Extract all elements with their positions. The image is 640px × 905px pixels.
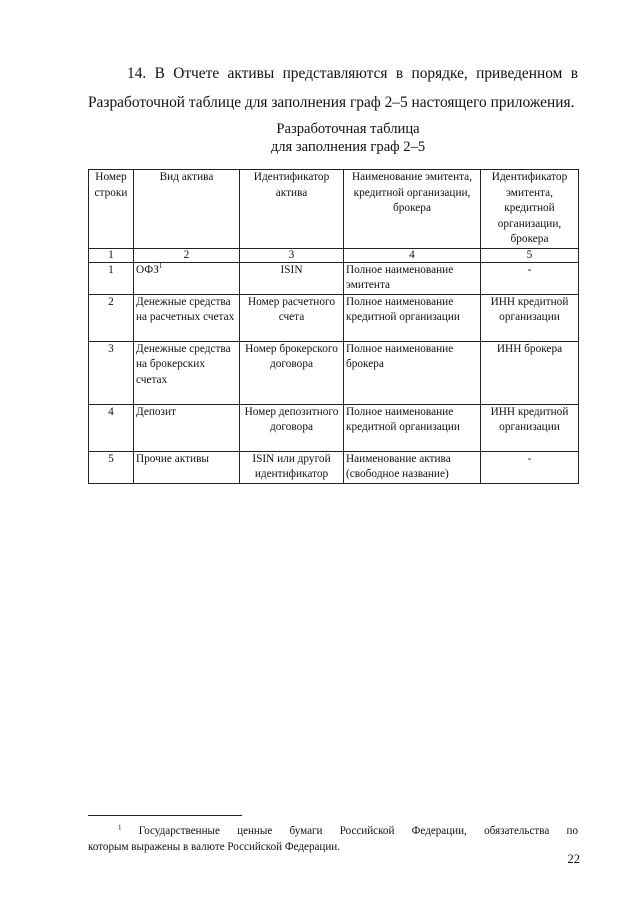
cell-issuer-identifier: ИНН кредитной организации bbox=[481, 404, 579, 451]
table-row bbox=[89, 404, 579, 451]
table-row bbox=[89, 451, 579, 483]
header-row-number: Номер строки bbox=[89, 170, 134, 249]
footnote-line-2: которым выражены в валюте Российской Федерации. bbox=[88, 841, 340, 853]
column-number: 1 bbox=[89, 248, 134, 262]
cell-row-number: 1 bbox=[89, 262, 134, 294]
footnote-separator bbox=[88, 815, 242, 816]
cell-asset-identifier: Номер расчетного счета bbox=[240, 294, 344, 341]
footnote-text-1: Государственные ценные бумаги Российской Федерации, обязательства по bbox=[138, 825, 578, 837]
cell-row-number: 5 bbox=[89, 451, 134, 483]
cell-asset-identifier: ISIN или другой идентификатор bbox=[240, 451, 344, 483]
header-issuer-identifier: Идентификатор эмитента, кредитной организации, брокера bbox=[481, 170, 579, 249]
cell-row-number: 2 bbox=[89, 294, 134, 341]
footnote-reference: 1 bbox=[158, 261, 163, 270]
cell-row-number: 3 bbox=[89, 341, 134, 404]
column-number: 4 bbox=[344, 248, 481, 262]
footnote-line-1 bbox=[88, 823, 578, 839]
column-number-row bbox=[89, 248, 579, 262]
asset-type-text: ОФЗ bbox=[136, 263, 159, 276]
paragraph-line-1: 14. В Отчете активы представляются в порядке, приведенном в bbox=[127, 65, 578, 82]
cell-issuer-name: Полное наименование кредитной организации bbox=[344, 294, 481, 341]
cell-asset-type: Денежные средства на брокерских счетах bbox=[134, 341, 240, 404]
assets-table bbox=[88, 169, 579, 484]
cell-row-number: 4 bbox=[89, 404, 134, 451]
cell-issuer-identifier: ИНН кредитной организации bbox=[481, 294, 579, 341]
cell-issuer-identifier: - bbox=[481, 262, 579, 294]
cell-issuer-name: Полное наименование эмитента bbox=[344, 262, 481, 294]
table-caption-line-1: Разработочная таблица bbox=[276, 121, 420, 137]
header-issuer-name: Наименование эмитента, кредитной организации, брокера bbox=[344, 170, 481, 249]
cell-issuer-name: Полное наименование брокера bbox=[344, 341, 481, 404]
cell-asset-identifier: Номер депозитного договора bbox=[240, 404, 344, 451]
cell-asset-identifier: Номер брокерского договора bbox=[240, 341, 344, 404]
footnote-marker: 1 bbox=[118, 823, 122, 832]
column-number: 2 bbox=[134, 248, 240, 262]
cell-issuer-identifier: ИНН брокера bbox=[481, 341, 579, 404]
cell-asset-type: Прочие активы bbox=[134, 451, 240, 483]
paragraph-line-2: Разработочной таблице для заполнения граф 2–5 настоящего приложения. bbox=[88, 94, 575, 111]
cell-asset-type: Денежные средства на расчетных счетах bbox=[134, 294, 240, 341]
cell-asset-identifier: ISIN bbox=[240, 262, 344, 294]
cell-issuer-identifier: - bbox=[481, 451, 579, 483]
table-row bbox=[89, 294, 579, 341]
cell-asset-type: Депозит bbox=[134, 404, 240, 451]
cell-issuer-name: Полное наименование кредитной организации bbox=[344, 404, 481, 451]
table-header-row bbox=[89, 170, 579, 249]
column-number: 5 bbox=[481, 248, 579, 262]
header-asset-identifier: Идентификатор актива bbox=[240, 170, 344, 249]
cell-issuer-name: Наименование актива (свободное название) bbox=[344, 451, 481, 483]
page-number: 22 bbox=[567, 852, 580, 866]
table-row bbox=[89, 262, 579, 294]
column-number: 3 bbox=[240, 248, 344, 262]
header-asset-type: Вид актива bbox=[134, 170, 240, 249]
footnote bbox=[88, 823, 578, 855]
cell-asset-type bbox=[134, 262, 240, 294]
table-caption-line-2: для заполнения граф 2–5 bbox=[270, 139, 426, 155]
table-row bbox=[89, 341, 579, 404]
